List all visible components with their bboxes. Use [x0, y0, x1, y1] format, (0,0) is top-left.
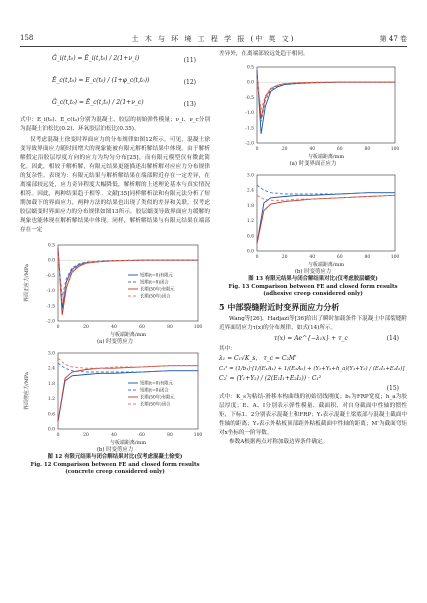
x-tick-label: 60 — [336, 254, 343, 260]
right-column — [219, 50, 407, 447]
x-tick-label: 40 — [309, 147, 316, 152]
series-line — [257, 70, 395, 134]
y-tick-label: 0.0 — [246, 80, 254, 86]
body-paragraph: 参数A根据两点对称加载边界条件确定。 — [229, 438, 329, 445]
formula-line: C₁² = (1/b₁)·[1/(E₁A₁) + 1/(E₂A₂) + (Y₁+Y₂+h_a)(Y₁+Y₂) / (E₁I₁+E₂I₂)] — [219, 365, 405, 372]
x-tick-label: 100 — [390, 254, 400, 260]
figure-13-caption-en2: (adhesive creep considered only) — [263, 291, 363, 297]
series-line — [257, 195, 395, 243]
figure-12b-caption: (b) 时变剪应力 — [96, 446, 134, 453]
x-tick-label: 80 — [364, 254, 371, 260]
x-tick-label: 40 — [111, 325, 117, 330]
figure-12-caption-cn: 图 12 有限元结果与闭合解结果对比(仅考虑混凝土徐变) — [47, 454, 183, 460]
equation-expr: τ(x) = Ae^{−λ₁x} + τ_c — [274, 334, 348, 342]
x-tick-label: 0 — [255, 147, 259, 152]
series-line — [58, 365, 198, 421]
equation-12 — [20, 72, 210, 94]
legend-label: 长期(50年)闭合 — [140, 402, 171, 408]
plot-frame — [58, 353, 198, 429]
y-tick-label: 3.0 — [246, 173, 254, 178]
continued-text: 差异外，在离端部较远处趋于相同。 — [219, 51, 309, 57]
y-tick-label: -1.0 — [245, 111, 254, 117]
x-tick-label: 20 — [83, 325, 89, 330]
x-tick-label: 100 — [193, 325, 203, 330]
x-tick-label: 0 — [56, 325, 60, 330]
y-tick-label: 0.6 — [47, 411, 55, 417]
y-tick-label: -0.5 — [245, 95, 254, 101]
y-tick-label: 1.2 — [246, 218, 254, 224]
y-tick-label: -1.5 — [245, 126, 254, 132]
plot-frame — [257, 67, 395, 143]
equation-number: (15) — [386, 384, 399, 392]
figure-12b-chart — [20, 347, 210, 447]
section-heading: 5 中部裂缝附近时变界面应力分析 — [219, 301, 340, 312]
figure-13-caption-cn: 图 13 有限元结果与闭合解结果对比(仅考虑胶层蠕变) — [248, 276, 378, 282]
body-paragraph: 式中：K_s为粘结-滑移本构曲线的初始切线刚度；b₁为FRP宽度；h_a为胶层厚度；E、A、I分别表示弹性模量、截面积、对自身截面中性轴的惯性矩，下标1、2分别表示混凝土和FRP；Y₁表示混凝土梁底部与混凝土截面中性轴的距离；Y₂表示外粘板顶部距外粘板截面中性轴的距离；M'为截面弯矩对x坐标的一阶导数。 — [219, 393, 407, 436]
x-tick-label: 100 — [193, 432, 203, 438]
x-tick-label: 0 — [255, 254, 259, 260]
y-tick-label: 3.0 — [47, 351, 55, 356]
y-tick-label: -0.5 — [46, 273, 55, 279]
series-line — [58, 248, 198, 309]
formula-line: λ₁ = C₁√K_s， τ_c = C₂M' — [219, 354, 297, 362]
y-tick-label: -2.0 — [245, 141, 254, 147]
series-line — [58, 370, 198, 421]
y-axis-label: 界面正应力/MPa — [24, 264, 30, 302]
x-tick-label: 80 — [167, 325, 173, 330]
equation-13 — [20, 94, 210, 116]
x-axis-label: 与板端距离/mm — [109, 439, 147, 446]
y-tick-label: 2.4 — [47, 366, 55, 372]
figure-13b-caption: (b) 时变剪应力 — [294, 268, 332, 275]
legend-label: 短期(t=0)闭合 — [140, 280, 169, 286]
legend-label: 长期(50年)有限元 — [140, 395, 175, 401]
body-paragraph: 仅考虑混凝土徐变时界面应力的分布规律如图12所示。可见，混凝土徐变导致界面应力随时间增大的现象能被有限元解析解结果中体现。由于解析解假定沿胶层厚度方向的应力为均匀分布[25]，而有限元模型仅有微此简化。因此，相较于解析解，有限元结果更能描述出解析解对应应力分布规律的复杂性。表现为：有限元结果与解析解结果在端部附近存在一定差异，在离端部较远处，应力奇异程度大幅降低，解析解的上述理论基本与真实情况相符。因此，两种结果趋于相等。文献[35]同样解析法和有限元法分析了短期加载下的界面应力，两种方法的结果也出现了类似的差异和关联。仅考虑胶层蠕变时界面应力的分布规律如图13所示。胶层蠕变导致界面应力缓解的现象也能体现在解析解结果中体现。同样，解析解结果与有限元结果在端部存在一定 — [20, 137, 210, 233]
equation-14 — [219, 333, 407, 345]
equation-number: (14) — [386, 334, 399, 342]
x-tick-label: 60 — [336, 147, 343, 152]
series-line — [257, 73, 395, 119]
x-axis-label: 与板端距离/mm — [109, 332, 147, 338]
y-tick-label: 0.0 — [47, 258, 55, 264]
x-tick-label: 20 — [281, 254, 288, 260]
legend-label: 短期(t=0)有限元 — [140, 273, 173, 279]
equation-number: (11) — [183, 57, 196, 64]
x-tick-label: 20 — [83, 432, 89, 438]
equation-expr: Ĝ_c(t,t₀) = Ē_c(t,t₀) / 2(1+ν_c) — [52, 99, 144, 106]
x-tick-label: 20 — [281, 147, 288, 152]
legend-label: 短期(t=0)有限元 — [140, 381, 173, 387]
legend-label: 短期(t=0)闭合 — [140, 388, 169, 394]
y-axis-label: 界面剪应力/MPa — [24, 371, 30, 410]
series-line — [58, 358, 198, 368]
x-tick-label: 0 — [56, 432, 60, 438]
x-tick-label: 80 — [167, 432, 173, 438]
x-tick-label: 40 — [309, 254, 316, 260]
y-tick-label: 0.5 — [47, 243, 55, 249]
y-tick-label: -1.5 — [46, 304, 55, 310]
page-header — [20, 34, 407, 46]
legend-label: 长期(50年)有限元 — [140, 287, 175, 293]
x-tick-label: 80 — [364, 147, 371, 152]
equation-number: (13) — [183, 101, 196, 108]
x-tick-label: 60 — [139, 432, 145, 438]
y-tick-label: -2.0 — [46, 319, 55, 325]
figure-13a-caption: (a) 时变界面正应力 — [289, 161, 337, 167]
header-rule — [20, 46, 407, 47]
figure-12a-chart — [20, 239, 210, 339]
x-tick-label: 60 — [139, 325, 145, 330]
qizhong-label: 其中： — [219, 345, 236, 352]
left-column — [20, 50, 210, 477]
figure-13b-chart — [219, 169, 407, 269]
equation-expr: Ĝ_i(t,t₀) = Ē_i(t,t₀) / 2(1+ν_i) — [52, 55, 140, 62]
figure-12a-caption: (a) 时变剪应力 — [96, 339, 134, 345]
y-tick-label: 2.4 — [246, 188, 254, 194]
y-tick-label: 1.2 — [47, 396, 55, 402]
series-line — [257, 79, 395, 109]
journal-title: 土 木 与 环 境 工 程 学 报 (中 英 文) — [131, 35, 296, 43]
figure-13-caption-en: Fig. 13 Comparison between FE and closed form results — [228, 283, 398, 290]
y-tick-label: -1.0 — [46, 289, 55, 295]
equation-description: 式中：E_i(t₀)、E_c(t₀)分别为混凝土、胶层的初始弹性模量；ν_i、ν_c分别为混凝土泊松比(0.2)、环氧胶层泊松比(0.35)。 — [20, 117, 210, 132]
y-tick-label: 1.8 — [47, 381, 55, 387]
x-axis-label: 与板端距离/mm — [307, 154, 345, 160]
volume-label: 第 47 卷 — [379, 35, 407, 43]
y-tick-label: 0.0 — [47, 427, 55, 432]
figure-13 — [219, 61, 407, 299]
body-paragraph: Wang等[26]、Hadjazi等[36]给出了瞬时加载条件下混凝土中部裂缝附近界面切应力τ(x)的分布规律，如式(14)所示。 — [219, 315, 407, 331]
figure-12 — [20, 239, 210, 477]
plot-frame — [257, 175, 395, 251]
y-tick-label: 0.6 — [246, 233, 254, 239]
equation-expr: Ē_c(t,t₀) = E_c(t₀) / (1+φ_c(t,t₀)) — [52, 77, 150, 84]
y-tick-label: 1.8 — [246, 203, 254, 209]
figure-12-caption-en: Fig. 12 Comparison between FE and closed form results — [30, 461, 200, 468]
y-tick-label: 0.5 — [246, 65, 254, 71]
equation-11 — [20, 50, 210, 72]
x-tick-label: 40 — [111, 432, 117, 438]
legend-label: 长期(50年)闭合 — [140, 294, 171, 300]
formula-line: C₂' = (Y₁+Y₂) / (2(E₁I₁+E₂I₂)) · C₁² — [219, 374, 322, 382]
equation-number: (12) — [183, 79, 196, 86]
figure-12-caption-en2: (concrete creep considered only) — [65, 469, 165, 475]
page-number: 158 — [20, 34, 34, 42]
y-tick-label: 0.0 — [246, 249, 254, 254]
x-tick-label: 100 — [390, 147, 400, 152]
x-axis-label: 与板端距离/mm — [307, 261, 345, 268]
figure-13a-chart — [219, 61, 407, 161]
plot-frame — [58, 245, 198, 321]
